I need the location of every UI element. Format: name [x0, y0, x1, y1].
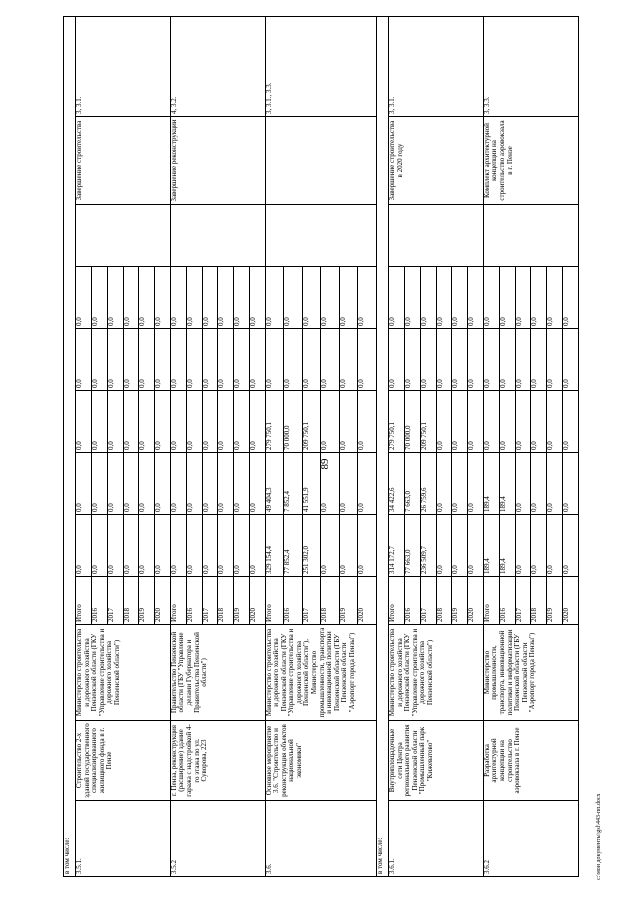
value-cell: 0,0 — [186, 267, 202, 329]
year-cell: 2018 — [321, 577, 340, 625]
table-row — [265, 16, 284, 876]
reference-cell: 4, 3.2. — [170, 16, 265, 116]
value-cell: 0,0 — [562, 453, 578, 515]
value-cell: 0,0 — [389, 329, 405, 391]
row-number: 3.6. — [265, 801, 376, 877]
result-cell: Комплект архитектурной концепции на строительство аэровокзала в г. Пензе — [483, 117, 578, 205]
value-cell: 70 000,0 — [404, 391, 420, 453]
year-cell: 2019 — [339, 577, 358, 625]
value-cell: 0,0 — [123, 453, 139, 515]
value-cell: 0,0 — [515, 329, 531, 391]
value-cell: 329 154,4 — [265, 515, 284, 577]
year-cell: 2016 — [91, 577, 107, 625]
value-cell: 0,0 — [249, 453, 265, 515]
value-cell: 0,0 — [515, 453, 531, 515]
value-cell: 0,0 — [452, 515, 468, 577]
value-cell: 0,0 — [436, 391, 452, 453]
year-cell: 2019 — [139, 577, 155, 625]
value-cell: 314 172,7 — [389, 515, 405, 577]
value-cell: 0,0 — [515, 515, 531, 577]
value-cell: 209 750,1 — [420, 391, 436, 453]
value-cell: 41 551,9 — [302, 453, 321, 515]
value-cell: 0,0 — [202, 453, 218, 515]
value-cell: 0,0 — [531, 515, 547, 577]
year-cell: Итого — [483, 577, 499, 625]
value-cell: 0,0 — [76, 391, 92, 453]
value-cell: 0,0 — [452, 267, 468, 329]
section-label: в том числе: — [376, 16, 388, 876]
value-cell: 0,0 — [155, 329, 171, 391]
value-cell: 0,0 — [249, 329, 265, 391]
value-cell: 0,0 — [531, 329, 547, 391]
value-cell: 0,0 — [107, 453, 123, 515]
value-cell: 0,0 — [234, 453, 250, 515]
value-cell: 279 750,1 — [389, 391, 405, 453]
year-cell: 2019 — [234, 577, 250, 625]
value-cell: 0,0 — [321, 329, 340, 391]
reference-cell: 3, 3.1. — [76, 16, 171, 116]
value-cell: 0,0 — [468, 453, 484, 515]
year-cell: Итого — [76, 577, 92, 625]
value-cell: 77 663,0 — [404, 515, 420, 577]
value-cell: 0,0 — [499, 329, 515, 391]
value-cell: 0,0 — [499, 391, 515, 453]
empty-cell — [483, 205, 578, 267]
value-cell: 0,0 — [468, 391, 484, 453]
value-cell: 0,0 — [531, 391, 547, 453]
value-cell: 0,0 — [436, 515, 452, 577]
value-cell: 0,0 — [358, 515, 377, 577]
value-cell: 0,0 — [515, 391, 531, 453]
table-row — [170, 16, 186, 876]
value-cell: 0,0 — [186, 329, 202, 391]
table-row — [76, 16, 92, 876]
value-cell: 0,0 — [123, 515, 139, 577]
value-cell: 0,0 — [436, 267, 452, 329]
value-cell: 0,0 — [562, 391, 578, 453]
value-cell: 0,0 — [170, 515, 186, 577]
value-cell: 0,0 — [155, 267, 171, 329]
value-cell: 0,0 — [186, 391, 202, 453]
value-cell: 0,0 — [218, 267, 234, 329]
value-cell: 0,0 — [404, 267, 420, 329]
year-cell: Итого — [265, 577, 284, 625]
value-cell: 0,0 — [358, 329, 377, 391]
value-cell: 7 663,0 — [404, 453, 420, 515]
value-cell: 0,0 — [452, 329, 468, 391]
value-cell: 0,0 — [468, 329, 484, 391]
measure-name: Разработка архитектурной концепции на строительство аэровокзала в г. Пензе — [483, 721, 578, 801]
value-cell: 7 852,4 — [284, 453, 303, 515]
reference-cell: 3, 3.3. — [483, 16, 578, 116]
responsible-org: Министерство промышленности, транспорта, инновационной политики и информатизации Пензенской области (ГБУ Пензенской области "Аэропорт города Пензы") — [483, 625, 578, 721]
value-cell: 0,0 — [284, 329, 303, 391]
value-cell: 0,0 — [321, 391, 340, 453]
result-cell: Завершение реконструкции — [170, 117, 265, 205]
year-cell: 2017 — [420, 577, 436, 625]
value-cell: 0,0 — [218, 515, 234, 577]
value-cell: 189,4 — [499, 453, 515, 515]
empty-cell — [170, 205, 265, 267]
value-cell: 0,0 — [339, 515, 358, 577]
value-cell: 0,0 — [249, 267, 265, 329]
value-cell: 0,0 — [139, 329, 155, 391]
value-cell: 0,0 — [547, 453, 563, 515]
value-cell: 0,0 — [234, 515, 250, 577]
value-cell: 189,4 — [483, 515, 499, 577]
value-cell: 49 404,3 — [265, 453, 284, 515]
value-cell: 0,0 — [321, 267, 340, 329]
year-cell: 2019 — [452, 577, 468, 625]
value-cell: 0,0 — [123, 329, 139, 391]
year-cell: 2017 — [302, 577, 321, 625]
year-cell: 2018 — [123, 577, 139, 625]
value-cell: 0,0 — [339, 391, 358, 453]
reference-cell: 3, 3.1., 3.3. — [265, 16, 376, 116]
year-cell: 2017 — [515, 577, 531, 625]
value-cell: 0,0 — [420, 267, 436, 329]
value-cell: 0,0 — [186, 453, 202, 515]
value-cell: 0,0 — [170, 329, 186, 391]
value-cell: 0,0 — [170, 267, 186, 329]
year-cell: 2016 — [284, 577, 303, 625]
value-cell: 0,0 — [452, 453, 468, 515]
value-cell: 0,0 — [202, 267, 218, 329]
value-cell: 0,0 — [249, 391, 265, 453]
value-cell: 0,0 — [155, 515, 171, 577]
value-cell: 0,0 — [218, 453, 234, 515]
value-cell: 0,0 — [218, 329, 234, 391]
value-cell: 0,0 — [139, 391, 155, 453]
value-cell: 0,0 — [234, 267, 250, 329]
value-cell: 0,0 — [186, 515, 202, 577]
value-cell: 0,0 — [436, 453, 452, 515]
value-cell: 209 750,1 — [302, 391, 321, 453]
value-cell: 0,0 — [547, 329, 563, 391]
value-cell: 0,0 — [155, 453, 171, 515]
value-cell: 0,0 — [452, 391, 468, 453]
year-cell: 2020 — [562, 577, 578, 625]
value-cell: 0,0 — [91, 391, 107, 453]
value-cell: 0,0 — [562, 329, 578, 391]
result-cell: Завершение строительства в 2020 году — [389, 117, 484, 205]
value-cell: 0,0 — [321, 515, 340, 577]
result-cell — [265, 117, 376, 205]
year-cell: 2016 — [499, 577, 515, 625]
value-cell: 0,0 — [76, 267, 92, 329]
year-cell: 2018 — [531, 577, 547, 625]
value-cell: 0,0 — [468, 267, 484, 329]
year-cell: 2017 — [202, 577, 218, 625]
year-cell: 2016 — [186, 577, 202, 625]
program-table — [63, 16, 579, 877]
value-cell: 0,0 — [139, 453, 155, 515]
year-cell: 2020 — [358, 577, 377, 625]
value-cell: 189,4 — [483, 453, 499, 515]
value-cell: 0,0 — [123, 267, 139, 329]
value-cell: 0,0 — [107, 391, 123, 453]
year-cell: 2017 — [107, 577, 123, 625]
value-cell: 0,0 — [202, 515, 218, 577]
value-cell: 0,0 — [404, 329, 420, 391]
empty-cell — [76, 205, 171, 267]
value-cell: 0,0 — [155, 391, 171, 453]
value-cell: 0,0 — [76, 329, 92, 391]
value-cell: 0,0 — [76, 515, 92, 577]
value-cell: 0,0 — [249, 515, 265, 577]
reference-cell: 3, 3.1. — [389, 16, 484, 116]
value-cell: 0,0 — [515, 267, 531, 329]
rotated-table-container — [63, 17, 579, 877]
measure-name: Внутриплощадочные сети Центра регионального развития Пензенской области "Промышленный парк "Кижеватово" — [389, 721, 484, 801]
value-cell: 0,0 — [91, 329, 107, 391]
value-cell: 0,0 — [531, 267, 547, 329]
empty-cell — [265, 205, 376, 267]
value-cell: 0,0 — [468, 515, 484, 577]
value-cell: 279 750,1 — [265, 391, 284, 453]
value-cell: 0,0 — [139, 267, 155, 329]
value-cell: 0,0 — [483, 329, 499, 391]
row-number: 3.5.2 — [170, 801, 265, 877]
value-cell: 0,0 — [107, 515, 123, 577]
year-cell: 2016 — [404, 577, 420, 625]
table-row — [389, 16, 405, 876]
year-cell: 2020 — [249, 577, 265, 625]
value-cell: 0,0 — [562, 515, 578, 577]
year-cell: 2020 — [155, 577, 171, 625]
value-cell: 0,0 — [202, 329, 218, 391]
year-cell: Итого — [389, 577, 405, 625]
value-cell: 0,0 — [547, 267, 563, 329]
value-cell: 0,0 — [265, 267, 284, 329]
value-cell: 0,0 — [170, 453, 186, 515]
value-cell: 77 852,4 — [284, 515, 303, 577]
measure-name: г. Пенза, реконструкция (расширение) здание гаража с надстройкой 4-го этажа по ул. Суворова, 223 — [170, 721, 265, 801]
value-cell: 0,0 — [123, 391, 139, 453]
value-cell: 0,0 — [420, 329, 436, 391]
row-number: 3.5.1. — [76, 801, 171, 877]
value-cell: 0,0 — [107, 329, 123, 391]
value-cell: 236 509,7 — [420, 515, 436, 577]
value-cell: 0,0 — [483, 391, 499, 453]
value-cell: 70 000,0 — [284, 391, 303, 453]
value-cell: 0,0 — [389, 267, 405, 329]
value-cell: 0,0 — [91, 515, 107, 577]
value-cell: 0,0 — [499, 267, 515, 329]
year-cell: Итого — [170, 577, 186, 625]
year-cell: 2018 — [218, 577, 234, 625]
value-cell: 0,0 — [284, 267, 303, 329]
value-cell: 0,0 — [547, 515, 563, 577]
table-row — [483, 16, 499, 876]
value-cell: 0,0 — [547, 391, 563, 453]
value-cell: 0,0 — [358, 391, 377, 453]
value-cell: 189,4 — [499, 515, 515, 577]
row-number: 3.6.1. — [389, 801, 484, 877]
page-number: 89 — [319, 458, 331, 470]
value-cell: 0,0 — [76, 453, 92, 515]
value-cell: 0,0 — [339, 329, 358, 391]
value-cell: 26 759,6 — [420, 453, 436, 515]
value-cell: 0,0 — [218, 391, 234, 453]
value-cell: 0,0 — [170, 391, 186, 453]
value-cell: 0,0 — [321, 453, 340, 515]
value-cell: 34 422,6 — [389, 453, 405, 515]
responsible-org: Правительство Пензенской области (ГБУ "Управление делами Губернатора и Правительства Пензенской области") — [170, 625, 265, 721]
value-cell: 0,0 — [234, 329, 250, 391]
value-cell: 0,0 — [358, 267, 377, 329]
year-cell: 2018 — [436, 577, 452, 625]
value-cell: 0,0 — [483, 267, 499, 329]
result-cell: Завершение строительства — [76, 117, 171, 205]
value-cell: 0,0 — [339, 453, 358, 515]
value-cell: 0,0 — [265, 329, 284, 391]
row-number: 3.6.2 — [483, 801, 578, 877]
section-label: в том числе: — [64, 16, 76, 876]
year-cell: 2020 — [468, 577, 484, 625]
value-cell: 0,0 — [91, 267, 107, 329]
value-cell: 0,0 — [339, 267, 358, 329]
value-cell: 0,0 — [107, 267, 123, 329]
responsible-org: Министерство строительства и дорожного хозяйства Пензенской области (ГКУ "Управление строительства и дорожного хозяйства Пензенской области"), Министерство промышленности, транспорта и инновационной политики Пензенской области (ГБУ Пензенской области "Аэропорт города Пензы") — [265, 625, 376, 721]
empty-cell — [389, 205, 484, 267]
responsible-org: Министерство строительства и дорожного хозяйства Пензенской области (ГКУ "Управление строительства и дорожного хозяйства Пензенской области") — [76, 625, 171, 721]
value-cell: 0,0 — [302, 329, 321, 391]
footer-file-path: c:\мои документы\gsl\443-пп.docx — [596, 793, 602, 880]
value-cell: 0,0 — [358, 453, 377, 515]
value-cell: 0,0 — [562, 267, 578, 329]
value-cell: 251 302,0 — [302, 515, 321, 577]
value-cell: 0,0 — [436, 329, 452, 391]
value-cell: 0,0 — [91, 453, 107, 515]
value-cell: 0,0 — [302, 267, 321, 329]
responsible-org: Министерство строительства и дорожного хозяйства Пензенской области (ГКУ "Управление строительства и дорожного хозяйства Пензенской области") — [389, 625, 484, 721]
value-cell: 0,0 — [139, 515, 155, 577]
year-cell: 2019 — [547, 577, 563, 625]
value-cell: 0,0 — [531, 453, 547, 515]
measure-name: Строительство 2-х зданий государственного специализированного жилищного фонда в г. Пензе — [76, 721, 171, 801]
measure-name: Основное мероприятие 3.6. "Строительство и реконструкция объектов национальной экономики" — [265, 721, 376, 801]
value-cell: 0,0 — [202, 391, 218, 453]
value-cell: 0,0 — [234, 391, 250, 453]
